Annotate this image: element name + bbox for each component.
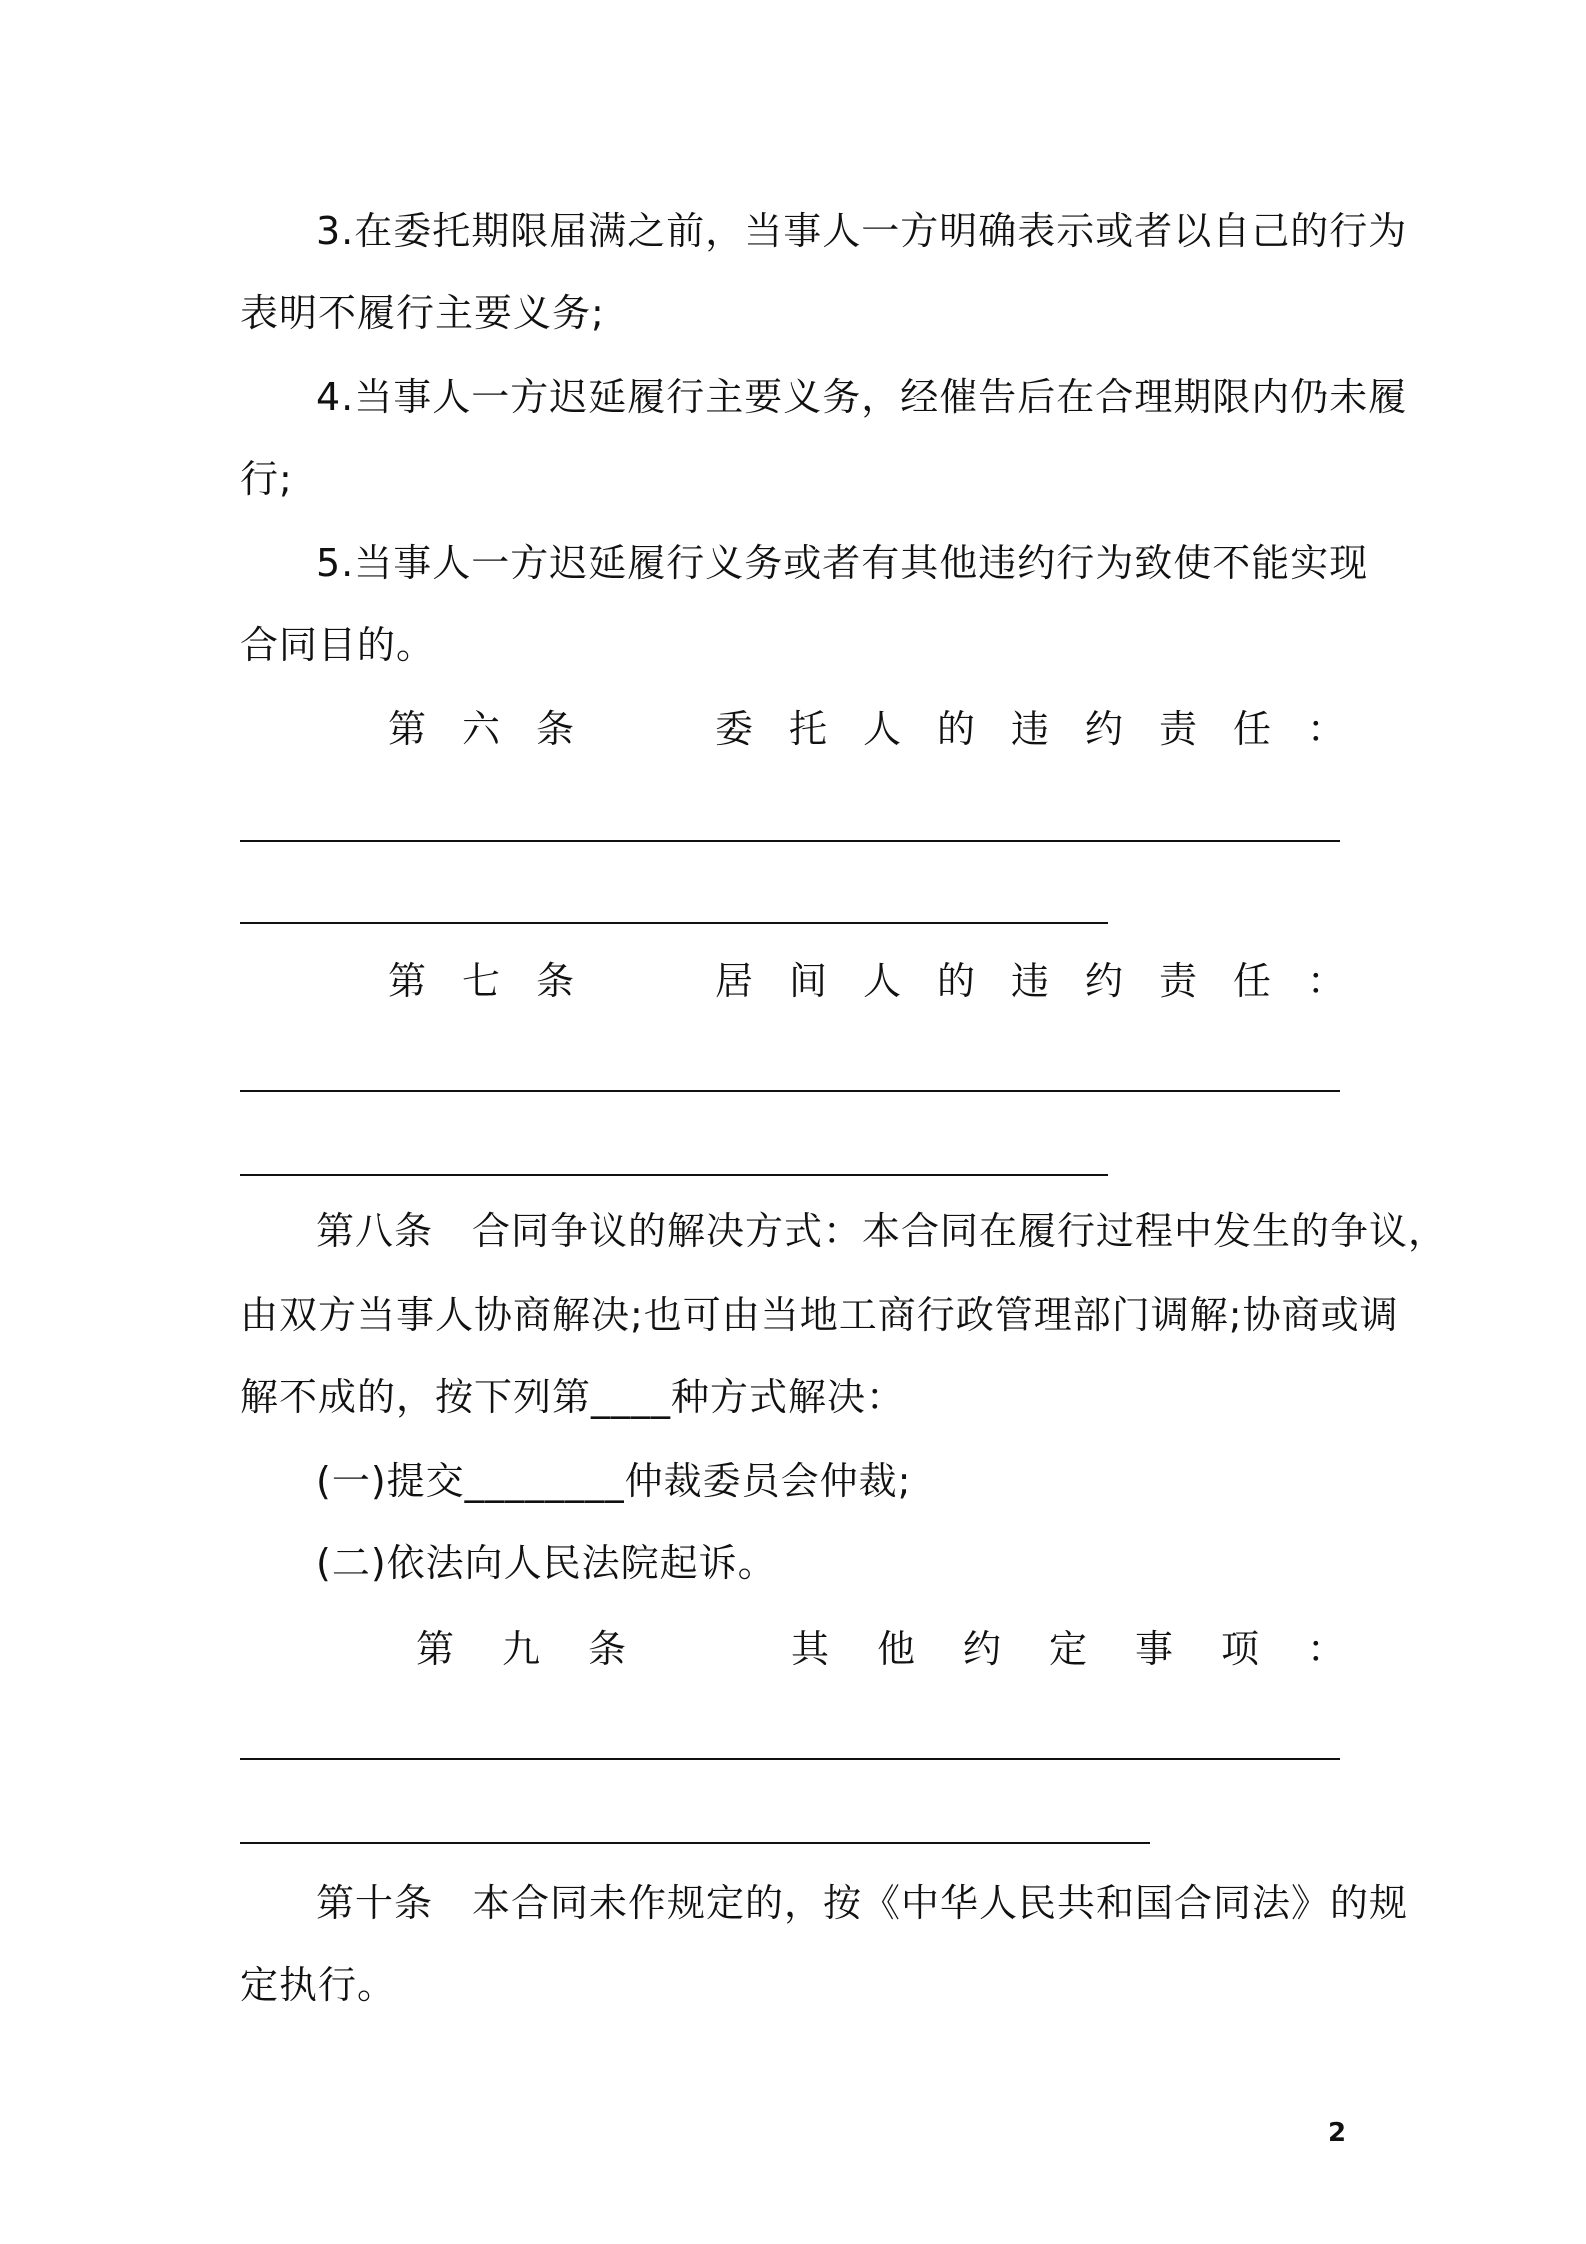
heading-char: ： bbox=[1306, 1627, 1346, 1671]
heading-gap bbox=[610, 702, 680, 756]
heading-char: 九 bbox=[502, 1627, 542, 1671]
heading-char: 约 bbox=[1084, 959, 1124, 1003]
article-10-line-2: 定执行。 bbox=[240, 1963, 397, 2007]
heading-char: 约 bbox=[962, 1627, 1002, 1671]
heading-char: 他 bbox=[876, 1627, 916, 1671]
heading-gap bbox=[610, 954, 680, 1008]
article-8-line-2: 由双方当事人协商解决;也可由当地工商行政管理部门调解;协商或调 bbox=[240, 1293, 1399, 1337]
heading-char: 条 bbox=[536, 707, 576, 751]
article-8-line-1: 第八条 合同争议的解决方式：本合同在履行过程中发生的争议， bbox=[316, 1209, 1448, 1253]
article-8-option-2: (二)依法向人民法院起诉。 bbox=[316, 1541, 777, 1585]
heading-char: 其 bbox=[790, 1627, 830, 1671]
heading-char: 间 bbox=[788, 959, 828, 1003]
heading-char: 违 bbox=[1010, 959, 1050, 1003]
heading-char: 约 bbox=[1084, 707, 1124, 751]
paragraph-4-line-2: 行; bbox=[240, 457, 293, 501]
paragraph-3-line-2: 表明不履行主要义务; bbox=[240, 291, 605, 335]
heading-char: 人 bbox=[862, 959, 902, 1003]
heading-char: 项 bbox=[1220, 1627, 1260, 1671]
heading-char: 违 bbox=[1010, 707, 1050, 751]
article-9-heading bbox=[416, 1622, 1346, 1676]
heading-char: ： bbox=[1306, 707, 1346, 751]
heading-char: 第 bbox=[388, 959, 428, 1003]
heading-char: 任 bbox=[1232, 707, 1272, 751]
heading-char: 事 bbox=[1134, 1627, 1174, 1671]
heading-char: 责 bbox=[1158, 959, 1198, 1003]
heading-gap bbox=[674, 1622, 744, 1676]
heading-char: 定 bbox=[1048, 1627, 1088, 1671]
heading-char: 责 bbox=[1158, 707, 1198, 751]
heading-char: ： bbox=[1306, 959, 1346, 1003]
article-8-line-3: 解不成的，按下列第____种方式解决： bbox=[240, 1375, 906, 1419]
article-6-heading bbox=[388, 702, 1346, 756]
article-10-line-1: 第十条 本合同未作规定的，按《中华人民共和国合同法》的规 bbox=[316, 1881, 1409, 1925]
heading-char: 居 bbox=[714, 959, 754, 1003]
article-8-option-1: (一)提交________仲裁委员会仲裁; bbox=[316, 1459, 912, 1503]
heading-char: 六 bbox=[462, 707, 502, 751]
blank-rule bbox=[240, 922, 1108, 924]
heading-char: 第 bbox=[416, 1627, 456, 1671]
page-number: 2 bbox=[1328, 2118, 1347, 2148]
blank-rule bbox=[240, 1758, 1340, 1760]
blank-rule bbox=[240, 840, 1340, 842]
heading-char: 七 bbox=[462, 959, 502, 1003]
heading-char: 任 bbox=[1232, 959, 1272, 1003]
heading-char: 第 bbox=[388, 707, 428, 751]
paragraph-4-line-1: 4.当事人一方迟延履行主要义务，经催告后在合理期限内仍未履 bbox=[316, 375, 1408, 419]
heading-char: 条 bbox=[536, 959, 576, 1003]
heading-char: 的 bbox=[936, 959, 976, 1003]
heading-char: 委 bbox=[714, 707, 754, 751]
paragraph-5-line-1: 5.当事人一方迟延履行义务或者有其他违约行为致使不能实现 bbox=[316, 541, 1369, 585]
heading-char: 的 bbox=[936, 707, 976, 751]
blank-rule bbox=[240, 1842, 1150, 1844]
heading-char: 条 bbox=[588, 1627, 628, 1671]
blank-rule bbox=[240, 1174, 1108, 1176]
article-7-heading bbox=[388, 954, 1346, 1008]
heading-char: 托 bbox=[788, 707, 828, 751]
paragraph-3-line-1: 3.在委托期限届满之前，当事人一方明确表示或者以自己的行为 bbox=[316, 209, 1408, 253]
heading-char: 人 bbox=[862, 707, 902, 751]
blank-rule bbox=[240, 1090, 1340, 1092]
paragraph-5-line-2: 合同目的。 bbox=[240, 623, 436, 667]
